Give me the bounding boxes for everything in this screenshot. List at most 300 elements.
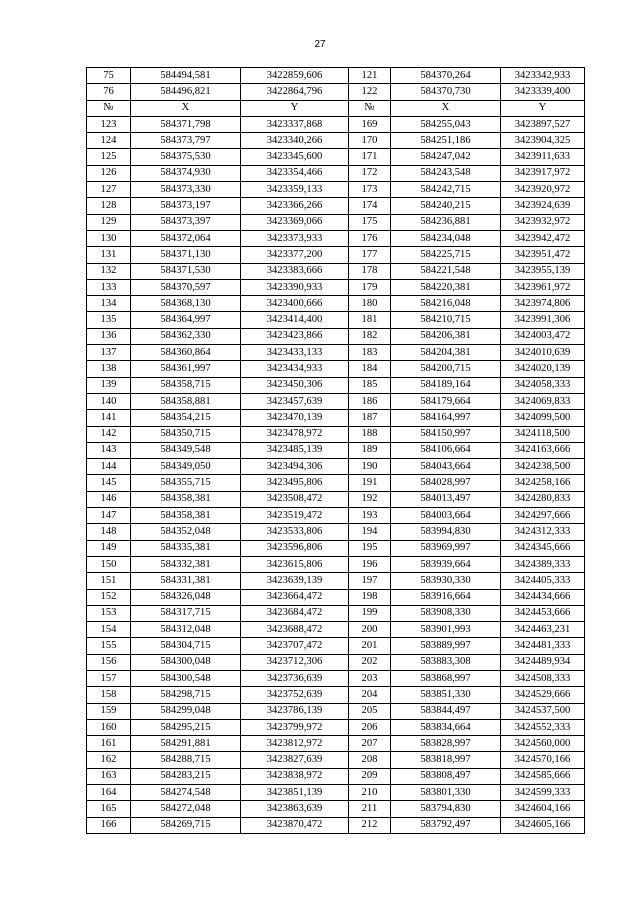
table-row [87,312,585,328]
x-coordinate-cell: 583834,664 [391,719,501,735]
table-row [87,817,585,833]
table-row [87,540,585,556]
point-number-cell: 186 [349,393,391,409]
table-row [87,736,585,752]
x-coordinate-cell: 584373,330 [131,182,241,198]
x-coordinate-cell: 584373,797 [131,133,241,149]
x-coordinate-cell: 584312,048 [131,622,241,638]
point-number-cell: 180 [349,296,391,312]
y-coordinate-cell: 3423911,633 [501,149,585,165]
point-number-cell: 126 [87,165,131,181]
y-coordinate-cell: 3423712,306 [241,654,349,670]
point-number-cell: 152 [87,589,131,605]
y-coordinate-cell: 3423366,266 [241,198,349,214]
x-coordinate-cell: 584255,043 [391,116,501,132]
point-number-cell: 195 [349,540,391,556]
x-coordinate-cell: 584368,130 [131,296,241,312]
y-coordinate-cell: 3423786,139 [241,703,349,719]
y-coordinate-cell: 3423400,666 [241,296,349,312]
y-coordinate-cell: 3424585,666 [501,768,585,784]
y-coordinate-cell: 3424405,333 [501,573,585,589]
point-number-cell: 201 [349,638,391,654]
table-row [87,165,585,181]
table-row [87,622,585,638]
y-coordinate-cell: 3424345,666 [501,540,585,556]
x-coordinate-cell: 584179,664 [391,393,501,409]
table-row [87,393,585,409]
y-coordinate-cell: 3424312,333 [501,524,585,540]
x-coordinate-cell: 583930,330 [391,573,501,589]
y-coordinate-cell: 3422864,796 [241,84,349,100]
y-coordinate-cell: 3423955,139 [501,263,585,279]
y-coordinate-cell: 3423450,306 [241,377,349,393]
table-row [87,573,585,589]
y-coordinate-cell: 3423664,472 [241,589,349,605]
table-row [87,84,585,100]
x-coordinate-cell: 584283,215 [131,768,241,784]
x-coordinate-cell: 583828,997 [391,736,501,752]
x-coordinate-cell: 584288,715 [131,752,241,768]
point-number-cell: 177 [349,247,391,263]
y-coordinate-cell: 3423390,933 [241,279,349,295]
point-number-cell: 148 [87,524,131,540]
point-number-cell: 139 [87,377,131,393]
point-number-cell: 208 [349,752,391,768]
table-row [87,247,585,263]
y-coordinate-cell: 3423340,266 [241,133,349,149]
x-coordinate-cell: 584350,715 [131,426,241,442]
x-coordinate-cell: 584371,798 [131,116,241,132]
point-number-cell: 129 [87,214,131,230]
y-coordinate-cell: 3423851,139 [241,785,349,801]
y-coordinate-cell: 3424280,833 [501,491,585,507]
table-row [87,263,585,279]
point-number-cell: 183 [349,345,391,361]
point-number-cell: 189 [349,442,391,458]
table-row [87,801,585,817]
x-coordinate-cell: 583818,997 [391,752,501,768]
x-coordinate-cell: 584234,048 [391,230,501,246]
x-coordinate-cell: 583792,497 [391,817,501,833]
table-row [87,768,585,784]
point-number-cell: 165 [87,801,131,817]
y-coordinate-cell: 3423961,972 [501,279,585,295]
table-row [87,279,585,295]
x-coordinate-cell: 583794,830 [391,801,501,817]
x-coordinate-cell: 584225,715 [391,247,501,263]
y-coordinate-cell: 3424481,333 [501,638,585,654]
y-coordinate-cell: 3424599,333 [501,785,585,801]
y-coordinate-cell: 3423339,400 [501,84,585,100]
x-coordinate-cell: 584240,215 [391,198,501,214]
point-number-cell: 192 [349,491,391,507]
point-number-cell: 212 [349,817,391,833]
y-coordinate-cell: 3424118,500 [501,426,585,442]
table-row [87,361,585,377]
y-coordinate-cell: 3423639,139 [241,573,349,589]
y-coordinate-cell: 3424537,500 [501,703,585,719]
point-number-cell: 134 [87,296,131,312]
x-coordinate-cell: 584206,381 [391,328,501,344]
x-coordinate-cell: 584326,048 [131,589,241,605]
table-row [87,638,585,654]
x-coordinate-cell: 584371,130 [131,247,241,263]
point-number-cell: 124 [87,133,131,149]
y-coordinate-cell: 3424163,666 [501,442,585,458]
x-coordinate-cell: 584373,197 [131,198,241,214]
x-coordinate-cell: 584352,048 [131,524,241,540]
point-number-cell: 190 [349,459,391,475]
table-row [87,785,585,801]
y-coordinate-cell: 3423508,472 [241,491,349,507]
x-coordinate-cell: 584189,164 [391,377,501,393]
point-number-cell: 207 [349,736,391,752]
point-number-cell: 137 [87,345,131,361]
point-number-cell: 161 [87,736,131,752]
y-coordinate-cell: 3424069,833 [501,393,585,409]
y-coordinate-cell: 3423457,639 [241,393,349,409]
point-number-cell: 163 [87,768,131,784]
column-header-number: № [349,100,391,116]
x-coordinate-cell: 584317,715 [131,605,241,621]
point-number-cell: 127 [87,182,131,198]
y-coordinate-cell: 3423897,527 [501,116,585,132]
y-coordinate-cell: 3423359,133 [241,182,349,198]
y-coordinate-cell: 3423707,472 [241,638,349,654]
y-coordinate-cell: 3423495,806 [241,475,349,491]
y-coordinate-cell: 3424020,139 [501,361,585,377]
y-coordinate-cell: 3423470,139 [241,410,349,426]
y-coordinate-cell: 3424297,666 [501,508,585,524]
y-coordinate-cell: 3423354,466 [241,165,349,181]
table-row [87,752,585,768]
point-number-cell: 159 [87,703,131,719]
y-coordinate-cell: 3424099,500 [501,410,585,426]
table-row [87,116,585,132]
table-row [87,133,585,149]
point-number-cell: 121 [349,68,391,84]
point-number-cell: 132 [87,263,131,279]
point-number-cell: 191 [349,475,391,491]
x-coordinate-cell: 584354,215 [131,410,241,426]
y-coordinate-cell: 3424605,166 [501,817,585,833]
y-coordinate-cell: 3424258,166 [501,475,585,491]
point-number-cell: 135 [87,312,131,328]
table-row [87,426,585,442]
y-coordinate-cell: 3424570,166 [501,752,585,768]
y-coordinate-cell: 3424529,666 [501,687,585,703]
point-number-cell: 133 [87,279,131,295]
point-number-cell: 181 [349,312,391,328]
table-row [87,556,585,572]
point-number-cell: 209 [349,768,391,784]
y-coordinate-cell: 3422859,606 [241,68,349,84]
coordinates-table [86,67,585,834]
table-row [87,605,585,621]
table-row [87,182,585,198]
x-coordinate-cell: 583801,330 [391,785,501,801]
y-coordinate-cell: 3424003,472 [501,328,585,344]
point-number-cell: 204 [349,687,391,703]
x-coordinate-cell: 584331,381 [131,573,241,589]
table-row [87,524,585,540]
point-number-cell: 185 [349,377,391,393]
point-number-cell: 128 [87,198,131,214]
point-number-cell: 155 [87,638,131,654]
y-coordinate-cell: 3424560,000 [501,736,585,752]
column-header-y: Y [241,100,349,116]
point-number-cell: 158 [87,687,131,703]
x-coordinate-cell: 584013,497 [391,491,501,507]
table-row [87,377,585,393]
point-number-cell: 200 [349,622,391,638]
point-number-cell: 178 [349,263,391,279]
point-number-cell: 142 [87,426,131,442]
point-number-cell: 153 [87,605,131,621]
y-coordinate-cell: 3423799,972 [241,719,349,735]
y-coordinate-cell: 3423434,933 [241,361,349,377]
y-coordinate-cell: 3423942,472 [501,230,585,246]
x-coordinate-cell: 584150,997 [391,426,501,442]
x-coordinate-cell: 584358,715 [131,377,241,393]
point-number-cell: 211 [349,801,391,817]
point-number-cell: 199 [349,605,391,621]
y-coordinate-cell: 3424604,166 [501,801,585,817]
x-coordinate-cell: 583939,664 [391,556,501,572]
point-number-cell: 162 [87,752,131,768]
table-row [87,719,585,735]
x-coordinate-cell: 583844,497 [391,703,501,719]
y-coordinate-cell: 3423433,133 [241,345,349,361]
point-number-cell: 76 [87,84,131,100]
x-coordinate-cell: 584360,864 [131,345,241,361]
x-coordinate-cell: 583868,997 [391,670,501,686]
x-coordinate-cell: 584236,881 [391,214,501,230]
point-number-cell: 205 [349,703,391,719]
point-number-cell: 171 [349,149,391,165]
table-row [87,654,585,670]
y-coordinate-cell: 3423870,472 [241,817,349,833]
y-coordinate-cell: 3424434,666 [501,589,585,605]
point-number-cell: 136 [87,328,131,344]
x-coordinate-cell: 584362,330 [131,328,241,344]
y-coordinate-cell: 3423951,472 [501,247,585,263]
x-coordinate-cell: 583883,308 [391,654,501,670]
x-coordinate-cell: 584371,530 [131,263,241,279]
x-coordinate-cell: 584358,381 [131,508,241,524]
x-coordinate-cell: 583889,997 [391,638,501,654]
point-number-cell: 187 [349,410,391,426]
table-row [87,214,585,230]
x-coordinate-cell: 584332,381 [131,556,241,572]
table-row [87,508,585,524]
x-coordinate-cell: 584364,997 [131,312,241,328]
point-number-cell: 138 [87,361,131,377]
x-coordinate-cell: 584300,548 [131,670,241,686]
point-number-cell: 157 [87,670,131,686]
point-number-cell: 174 [349,198,391,214]
table-row [87,491,585,507]
point-number-cell: 131 [87,247,131,263]
y-coordinate-cell: 3424489,934 [501,654,585,670]
point-number-cell: 182 [349,328,391,344]
point-number-cell: 196 [349,556,391,572]
point-number-cell: 169 [349,116,391,132]
point-number-cell: 179 [349,279,391,295]
x-coordinate-cell: 584494,581 [131,68,241,84]
table-row [87,345,585,361]
point-number-cell: 193 [349,508,391,524]
y-coordinate-cell: 3423414,400 [241,312,349,328]
x-coordinate-cell: 584358,881 [131,393,241,409]
x-coordinate-cell: 583969,997 [391,540,501,556]
x-coordinate-cell: 583916,664 [391,589,501,605]
x-coordinate-cell: 584300,048 [131,654,241,670]
y-coordinate-cell: 3423519,472 [241,508,349,524]
coordinates-table-body [87,68,585,834]
point-number-cell: 206 [349,719,391,735]
point-number-cell: 176 [349,230,391,246]
table-row [87,670,585,686]
y-coordinate-cell: 3424453,666 [501,605,585,621]
y-coordinate-cell: 3424058,333 [501,377,585,393]
y-coordinate-cell: 3423615,806 [241,556,349,572]
point-number-cell: 125 [87,149,131,165]
x-coordinate-cell: 583851,330 [391,687,501,703]
y-coordinate-cell: 3423342,933 [501,68,585,84]
point-number-cell: 151 [87,573,131,589]
y-coordinate-cell: 3423917,972 [501,165,585,181]
x-coordinate-cell: 584204,381 [391,345,501,361]
x-coordinate-cell: 584298,715 [131,687,241,703]
y-coordinate-cell: 3423932,972 [501,214,585,230]
point-number-cell: 156 [87,654,131,670]
x-coordinate-cell: 584210,715 [391,312,501,328]
point-number-cell: 175 [349,214,391,230]
point-number-cell: 144 [87,459,131,475]
y-coordinate-cell: 3423345,600 [241,149,349,165]
point-number-cell: 75 [87,68,131,84]
table-row [87,459,585,475]
y-coordinate-cell: 3423863,639 [241,801,349,817]
table-row [87,475,585,491]
x-coordinate-cell: 584200,715 [391,361,501,377]
x-coordinate-cell: 584361,997 [131,361,241,377]
table-row [87,687,585,703]
x-coordinate-cell: 584221,548 [391,263,501,279]
x-coordinate-cell: 584274,548 [131,785,241,801]
y-coordinate-cell: 3423383,666 [241,263,349,279]
x-coordinate-cell: 584272,048 [131,801,241,817]
y-coordinate-cell: 3423827,639 [241,752,349,768]
y-coordinate-cell: 3424238,500 [501,459,585,475]
y-coordinate-cell: 3423373,933 [241,230,349,246]
y-coordinate-cell: 3424552,333 [501,719,585,735]
x-coordinate-cell: 584216,048 [391,296,501,312]
x-coordinate-cell: 584355,715 [131,475,241,491]
x-coordinate-cell: 584370,264 [391,68,501,84]
point-number-cell: 210 [349,785,391,801]
x-coordinate-cell: 584373,397 [131,214,241,230]
y-coordinate-cell: 3423494,306 [241,459,349,475]
point-number-cell: 154 [87,622,131,638]
point-number-cell: 130 [87,230,131,246]
y-coordinate-cell: 3424463,231 [501,622,585,638]
column-header-x: X [131,100,241,116]
point-number-cell: 166 [87,817,131,833]
point-number-cell: 143 [87,442,131,458]
table-row [87,230,585,246]
point-number-cell: 140 [87,393,131,409]
y-coordinate-cell: 3423423,866 [241,328,349,344]
point-number-cell: 141 [87,410,131,426]
point-number-cell: 149 [87,540,131,556]
x-coordinate-cell: 583901,993 [391,622,501,638]
point-number-cell: 146 [87,491,131,507]
x-coordinate-cell: 584358,381 [131,491,241,507]
x-coordinate-cell: 583994,830 [391,524,501,540]
x-coordinate-cell: 584370,597 [131,279,241,295]
table-row [87,442,585,458]
y-coordinate-cell: 3423478,972 [241,426,349,442]
y-coordinate-cell: 3423904,325 [501,133,585,149]
y-coordinate-cell: 3424010,639 [501,345,585,361]
y-coordinate-cell: 3423991,306 [501,312,585,328]
point-number-cell: 145 [87,475,131,491]
y-coordinate-cell: 3423377,200 [241,247,349,263]
x-coordinate-cell: 584106,664 [391,442,501,458]
x-coordinate-cell: 584242,715 [391,182,501,198]
x-coordinate-cell: 584496,821 [131,84,241,100]
x-coordinate-cell: 584243,548 [391,165,501,181]
x-coordinate-cell: 584220,381 [391,279,501,295]
column-header-y: Y [501,100,585,116]
y-coordinate-cell: 3423684,472 [241,605,349,621]
x-coordinate-cell: 584291,881 [131,736,241,752]
table-row [87,149,585,165]
point-number-cell: 194 [349,524,391,540]
y-coordinate-cell: 3423924,639 [501,198,585,214]
point-number-cell: 160 [87,719,131,735]
table-row [87,198,585,214]
x-coordinate-cell: 584164,997 [391,410,501,426]
table-header-row [87,100,585,116]
point-number-cell: 122 [349,84,391,100]
x-coordinate-cell: 584304,715 [131,638,241,654]
y-coordinate-cell: 3423485,139 [241,442,349,458]
y-coordinate-cell: 3423688,472 [241,622,349,638]
x-coordinate-cell: 584349,050 [131,459,241,475]
x-coordinate-cell: 584370,730 [391,84,501,100]
point-number-cell: 197 [349,573,391,589]
y-coordinate-cell: 3423812,972 [241,736,349,752]
x-coordinate-cell: 583908,330 [391,605,501,621]
y-coordinate-cell: 3423596,806 [241,540,349,556]
y-coordinate-cell: 3423920,972 [501,182,585,198]
point-number-cell: 172 [349,165,391,181]
x-coordinate-cell: 584269,715 [131,817,241,833]
table-row [87,589,585,605]
table-row [87,703,585,719]
point-number-cell: 164 [87,785,131,801]
x-coordinate-cell: 584295,215 [131,719,241,735]
y-coordinate-cell: 3423337,868 [241,116,349,132]
x-coordinate-cell: 584028,997 [391,475,501,491]
y-coordinate-cell: 3423736,639 [241,670,349,686]
table-row [87,296,585,312]
point-number-cell: 150 [87,556,131,572]
x-coordinate-cell: 584247,042 [391,149,501,165]
